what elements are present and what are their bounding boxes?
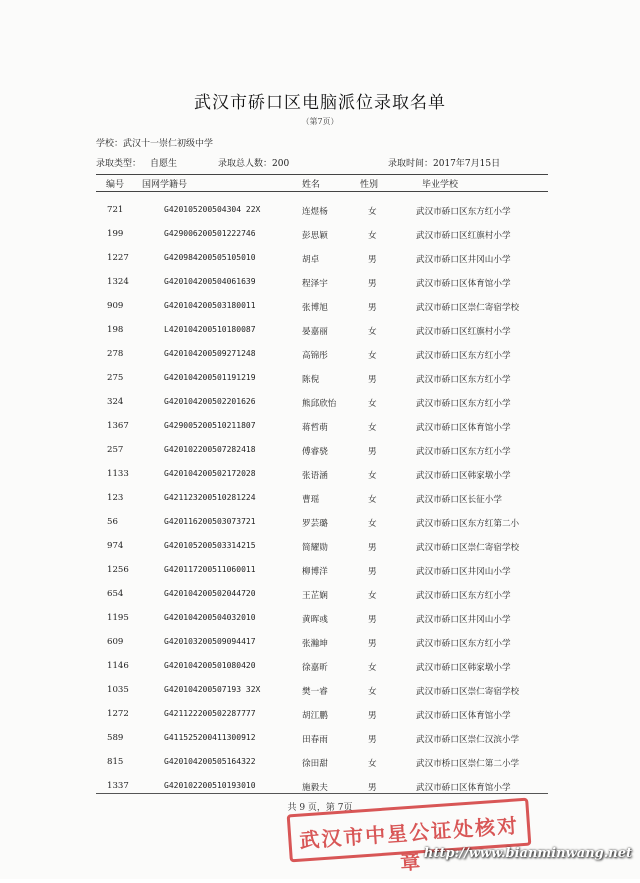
row-number: 815 <box>107 757 124 767</box>
document-title: 武汉市硚口区电脑派位录取名单 <box>194 93 446 113</box>
admission-type-value: 自愿生 <box>150 159 178 169</box>
row-student-id: G420104200501191219 <box>164 373 256 382</box>
row-student-id: G429005200510211807 <box>164 421 256 430</box>
row-number: 257 <box>107 445 124 455</box>
row-name: 胡卓 <box>302 255 320 265</box>
row-sex: 女 <box>368 687 377 697</box>
table-row <box>0 486 640 510</box>
row-sex: 女 <box>368 519 377 529</box>
table-row <box>0 294 640 318</box>
row-number: 278 <box>107 349 124 359</box>
row-student-id: G420104200505164322 <box>164 757 256 766</box>
row-name: 张博旭 <box>302 303 328 313</box>
row-number: 1146 <box>107 661 129 671</box>
row-name: 张瀚坤 <box>302 639 328 649</box>
row-name: 胡江鹏 <box>302 711 328 721</box>
row-school: 武汉市硚口区红旗村小学 <box>416 231 511 241</box>
row-school: 武汉市桥口区崇仁第二小学 <box>416 759 520 769</box>
row-school: 武汉市硚口区井冈山小学 <box>416 567 511 577</box>
row-student-id: G429006200501222746 <box>164 229 256 238</box>
table-row <box>0 702 640 726</box>
row-number: 1195 <box>107 613 129 623</box>
row-school: 武汉市硚口区井冈山小学 <box>416 255 511 265</box>
row-sex: 男 <box>368 375 377 385</box>
row-student-id: G420104200504032010 <box>164 613 256 622</box>
table-row <box>0 390 640 414</box>
table-row <box>0 198 640 222</box>
row-name: 施毅夫 <box>302 783 328 793</box>
row-student-id: G420102200510193010 <box>164 781 256 790</box>
row-name: 陈倪 <box>302 375 320 385</box>
row-student-id: G420102200507282418 <box>164 445 256 454</box>
row-number: 721 <box>107 205 124 215</box>
row-name: 连煜杨 <box>302 207 328 217</box>
row-name: 彭思颖 <box>302 231 328 241</box>
row-number: 1272 <box>107 709 129 719</box>
row-name: 蒋哲萌 <box>302 423 328 433</box>
row-school: 武汉市硚口区红旗村小学 <box>416 327 511 337</box>
row-number: 198 <box>107 325 124 335</box>
row-school: 武汉市硚口区东方红第二小 <box>416 519 520 529</box>
row-number: 275 <box>107 373 124 383</box>
row-number: 1367 <box>107 421 129 431</box>
table-row <box>0 654 640 678</box>
row-number: 1337 <box>107 781 129 791</box>
row-school: 武汉市硚口区井冈山小学 <box>416 615 511 625</box>
row-school: 武汉市硚口区韩家墩小学 <box>416 471 511 481</box>
row-school: 武汉市硚口区东方红小学 <box>416 639 511 649</box>
row-student-id: L420104200510180087 <box>164 325 256 334</box>
header-school: 毕业学校 <box>422 180 459 190</box>
row-name: 田春雨 <box>302 735 328 745</box>
row-sex: 男 <box>368 303 377 313</box>
row-sex: 女 <box>368 351 377 361</box>
table-row <box>0 534 640 558</box>
row-student-id: G420984200505105010 <box>164 253 256 262</box>
row-number: 589 <box>107 733 124 743</box>
row-student-id: G420105200504304 22X <box>164 205 261 214</box>
row-name: 樊一睿 <box>302 687 328 697</box>
row-sex: 男 <box>368 279 377 289</box>
row-student-id: G420104200502201626 <box>164 397 256 406</box>
table-row <box>0 462 640 486</box>
row-school: 武汉市硚口区东方红小学 <box>416 591 511 601</box>
row-sex: 女 <box>368 759 377 769</box>
table-row <box>0 366 640 390</box>
row-sex: 男 <box>368 639 377 649</box>
table-bottom-rule <box>96 793 548 794</box>
row-sex: 女 <box>368 231 377 241</box>
row-name: 简耀勋 <box>302 543 328 553</box>
row-student-id: G421123200510281224 <box>164 493 256 502</box>
row-sex: 女 <box>368 591 377 601</box>
row-sex: 男 <box>368 735 377 745</box>
row-sex: 男 <box>368 543 377 553</box>
row-name: 熊邱欣怡 <box>302 399 337 409</box>
table-row <box>0 726 640 750</box>
row-name: 傅睿骁 <box>302 447 328 457</box>
row-number: 974 <box>107 541 124 551</box>
row-student-id: G420104200502044720 <box>164 589 256 598</box>
row-student-id: G420104200502172028 <box>164 469 256 478</box>
row-school: 武汉市硚口区长征小学 <box>416 495 502 505</box>
page-number-label: （第7页） <box>301 117 339 126</box>
row-student-id: G421122200502287777 <box>164 709 256 718</box>
row-number: 123 <box>107 493 124 503</box>
table-row <box>0 606 640 630</box>
row-student-id: G420105200503314215 <box>164 541 256 550</box>
row-name: 柳博洋 <box>302 567 328 577</box>
row-number: 609 <box>107 637 124 647</box>
site-watermark: http://www.bianminwang.net <box>423 846 632 861</box>
row-name: 徐嘉昕 <box>302 663 328 673</box>
row-school: 武汉市硚口区体育馆小学 <box>416 279 511 289</box>
row-number: 199 <box>107 229 124 239</box>
row-school: 武汉市硚口区崇仁寄宿学校 <box>416 687 520 697</box>
row-sex: 女 <box>368 663 377 673</box>
row-name: 徐田甜 <box>302 759 328 769</box>
row-number: 1324 <box>107 277 129 287</box>
row-sex: 女 <box>368 399 377 409</box>
table-row <box>0 246 640 270</box>
row-school: 武汉市硚口区东方红小学 <box>416 399 511 409</box>
row-name: 张语涵 <box>302 471 328 481</box>
table-row <box>0 414 640 438</box>
row-school: 武汉市硚口区东方红小学 <box>416 447 511 457</box>
table-row <box>0 558 640 582</box>
table-row <box>0 750 640 774</box>
row-number: 654 <box>107 589 124 599</box>
row-number: 324 <box>107 397 124 407</box>
table-row <box>0 222 640 246</box>
row-name: 黄晖彧 <box>302 615 328 625</box>
row-name: 曹瑶 <box>302 495 320 505</box>
row-school: 武汉市硚口区韩家墩小学 <box>416 663 511 673</box>
row-school: 武汉市硚口区崇仁寄宿学校 <box>416 303 520 313</box>
row-sex: 男 <box>368 447 377 457</box>
row-sex: 男 <box>368 783 377 793</box>
row-school: 武汉市硚口区东方红小学 <box>416 207 511 217</box>
table-row <box>0 318 640 342</box>
row-sex: 男 <box>368 567 377 577</box>
row-school: 武汉市硚口区东方红小学 <box>416 375 511 385</box>
school-label: 学校：武汉十一崇仁初级中学 <box>96 139 214 149</box>
row-name: 程泽宇 <box>302 279 328 289</box>
row-sex: 女 <box>368 495 377 505</box>
row-name: 晏嘉丽 <box>302 327 328 337</box>
table-header <box>96 174 548 192</box>
row-name: 王芷娴 <box>302 591 328 601</box>
table-row <box>0 630 640 654</box>
row-student-id: G411525200411300912 <box>164 733 256 742</box>
row-sex: 女 <box>368 327 377 337</box>
row-school: 武汉市硚口区崇仁寄宿学校 <box>416 543 520 553</box>
row-student-id: G420104200501080420 <box>164 661 256 670</box>
row-sex: 女 <box>368 207 377 217</box>
notary-stamp-text: 武汉市中星公证处核对章 <box>298 813 520 875</box>
row-sex: 男 <box>368 255 377 265</box>
table-row <box>0 582 640 606</box>
row-school: 武汉市硚口区体育馆小学 <box>416 711 511 721</box>
row-sex: 女 <box>368 423 377 433</box>
row-number: 1133 <box>107 469 129 479</box>
header-student-id: 国网学籍号 <box>142 180 188 190</box>
row-number: 1256 <box>107 565 129 575</box>
table-row <box>0 270 640 294</box>
table-row <box>0 510 640 534</box>
header-name: 姓名 <box>302 180 321 190</box>
admission-time-label: 录取时间：2017年7月15日 <box>388 159 501 169</box>
row-number: 56 <box>107 517 118 527</box>
header-sex: 性别 <box>360 180 379 190</box>
row-sex: 女 <box>368 471 377 481</box>
row-student-id: G420104200509271248 <box>164 349 256 358</box>
row-school: 武汉市硚口区体育馆小学 <box>416 783 511 793</box>
admission-type-label: 录取类型： <box>96 159 142 169</box>
row-school: 武汉市硚口区崇仁汉滨小学 <box>416 735 520 745</box>
row-school: 武汉市硚口区体育馆小学 <box>416 423 511 433</box>
row-number: 909 <box>107 301 124 311</box>
row-student-id: G420104200507193 32X <box>164 685 261 694</box>
row-name: 高锦彤 <box>302 351 328 361</box>
page-footer: 共 9 页，第 7页 <box>287 803 353 813</box>
row-student-id: G420104200503180011 <box>164 301 256 310</box>
row-sex: 男 <box>368 615 377 625</box>
row-number: 1035 <box>107 685 129 695</box>
row-student-id: G420117200511060011 <box>164 565 256 574</box>
row-number: 1227 <box>107 253 129 263</box>
row-sex: 男 <box>368 711 377 721</box>
row-student-id: G420116200503073721 <box>164 517 256 526</box>
table-row <box>0 438 640 462</box>
header-no: 编号 <box>106 180 125 190</box>
row-school: 武汉市硚口区东方红小学 <box>416 351 511 361</box>
row-name: 罗芸璐 <box>302 519 328 529</box>
table-row <box>0 678 640 702</box>
admission-total-label: 录取总人数：200 <box>218 159 290 169</box>
table-row <box>0 342 640 366</box>
row-student-id: G420104200504061639 <box>164 277 256 286</box>
row-student-id: G420103200509094417 <box>164 637 256 646</box>
table-row <box>0 774 640 798</box>
